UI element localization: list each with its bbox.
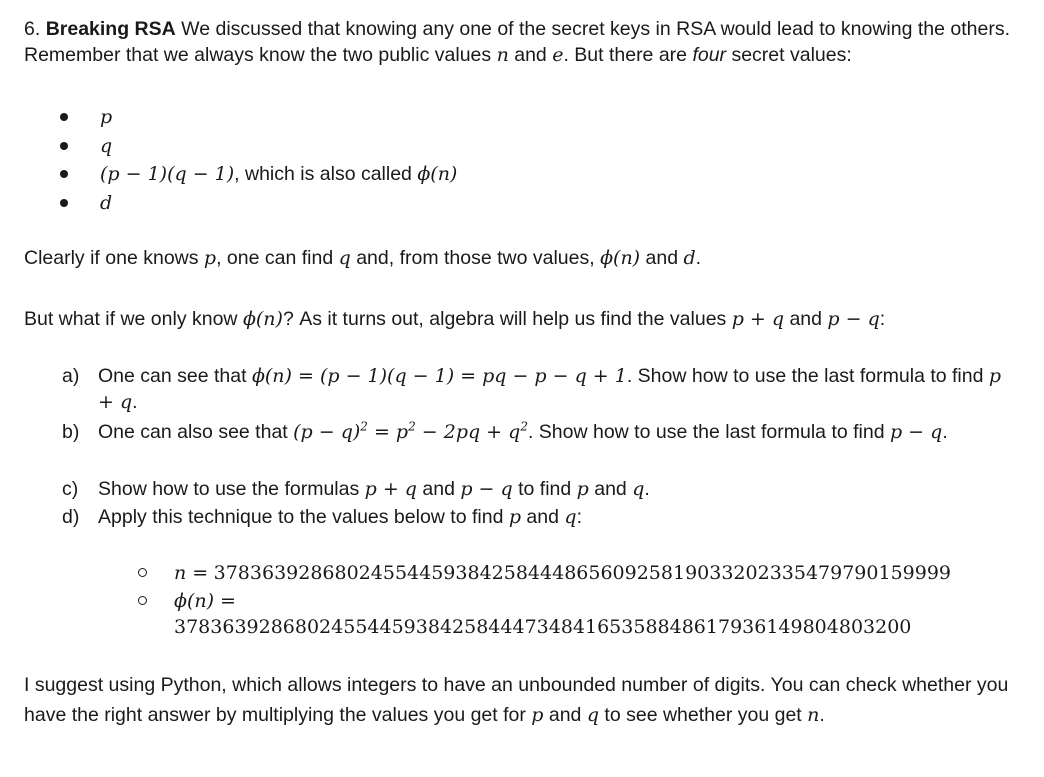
- text: . Show how to use the last formula to find: [626, 365, 989, 387]
- phi-label: ϕ(n) =: [174, 590, 236, 612]
- math-target: p + q: [98, 365, 1002, 413]
- math-q: q: [338, 247, 351, 269]
- phi-text: , which is also called: [234, 163, 418, 185]
- exponent: 2: [408, 419, 416, 434]
- text: and, from those two values,: [350, 247, 601, 269]
- question-label: b): [62, 421, 80, 443]
- paragraph-closing: [24, 670, 1014, 730]
- math-e: e: [552, 44, 564, 66]
- text: , one can find: [216, 247, 339, 269]
- intro-text: We discussed that knowing any one of the secret keys in RSA would lead to knowing the others. Remember that we always know the two public values: [24, 18, 1011, 66]
- secret-d: d: [100, 192, 113, 214]
- math-q: q: [564, 506, 577, 528]
- math-q: q: [586, 704, 599, 726]
- exponent: 2: [360, 419, 368, 434]
- math-equation: ϕ(n) = (p − 1)(q − 1) = pq − p − q + 1: [251, 365, 627, 387]
- math-target: p − q: [889, 421, 943, 443]
- math-p: p: [508, 506, 522, 528]
- math-p: p: [576, 478, 589, 500]
- math-p: p: [531, 704, 544, 726]
- problem-intro: [24, 16, 1014, 68]
- bullet-dot: [60, 170, 68, 178]
- value-body: [174, 560, 1004, 586]
- question-body: [98, 363, 1004, 415]
- text: One can also see that: [98, 421, 294, 443]
- phi-expression: (p − 1)(q − 1): [100, 163, 235, 185]
- circle-bullet: [138, 596, 147, 605]
- phi-value: 3783639286802455445938425844473484165358848617936149804803200: [174, 616, 912, 638]
- math-phi: ϕ(n): [242, 308, 283, 330]
- eq-part: (p − q): [293, 421, 361, 443]
- intro-text-3: secret values:: [726, 44, 852, 66]
- exponent: 2: [520, 419, 528, 434]
- text: and: [640, 247, 684, 269]
- emphasis-four: four: [692, 44, 727, 66]
- question-body: [98, 504, 1004, 530]
- value-n: [138, 560, 1004, 586]
- text: :: [576, 506, 582, 528]
- text: to find: [512, 478, 577, 500]
- intro-text-2: . But there are: [563, 44, 693, 66]
- question-a: [62, 363, 1004, 415]
- text: :: [879, 308, 886, 330]
- text: But what if we only know: [24, 308, 243, 330]
- question-c: [62, 476, 1004, 502]
- question-body: [98, 476, 1004, 502]
- text: and: [416, 478, 461, 500]
- math-n: n: [496, 44, 509, 66]
- math-d: d: [683, 247, 696, 269]
- paragraph-but-what-if: [24, 306, 1014, 332]
- phi-symbol: ϕ(n): [417, 163, 458, 185]
- text: and: [521, 506, 565, 528]
- problem-title: Breaking RSA: [45, 18, 176, 40]
- math-equation: [293, 421, 528, 443]
- text: I suggest using Python, which allows integers to have an unbounded number of digits. You can check whether you have the right answer by multiplying the values you get for: [24, 674, 1009, 726]
- math-n: n: [807, 704, 820, 726]
- text: Clearly if one knows: [24, 247, 204, 269]
- text: One can see that: [98, 365, 252, 387]
- math-p-minus-q: p − q: [827, 308, 880, 330]
- text: .: [819, 704, 825, 726]
- text: and: [543, 704, 587, 726]
- question-body: [98, 419, 1004, 445]
- text: and: [784, 308, 828, 330]
- value-phi: [138, 588, 1004, 640]
- problem-number: 6.: [24, 18, 41, 40]
- text: .: [644, 478, 650, 500]
- text: Apply this technique to the values below to find: [98, 506, 509, 528]
- text: . Show how to use the last formula to find: [527, 421, 890, 443]
- eq-part: − 2pq + q: [415, 421, 521, 443]
- question-d: [62, 504, 1004, 530]
- bullet-dot: [60, 142, 68, 150]
- intro-and: and: [508, 44, 553, 66]
- text: and: [588, 478, 633, 500]
- text: Show how to use the formulas: [98, 478, 365, 500]
- text: to see whether you get: [599, 704, 808, 726]
- value-body: [174, 588, 1004, 640]
- paragraph-clearly: [24, 245, 1014, 271]
- math-p-plus-q: p + q: [364, 478, 417, 500]
- question-label: c): [62, 478, 79, 500]
- question-b: [62, 419, 1004, 445]
- question-label: d): [62, 506, 80, 528]
- question-label: a): [62, 365, 80, 387]
- math-q: q: [632, 478, 645, 500]
- math-p: p: [203, 247, 217, 269]
- n-value: 3783639286802455445938425844486560925819033202335479790159999: [213, 562, 952, 584]
- secret-p: p: [100, 106, 113, 128]
- secret-phi-line: [100, 161, 457, 187]
- eq-part: = p: [367, 421, 409, 443]
- secret-q: q: [100, 135, 113, 157]
- text: .: [942, 421, 948, 443]
- text: .: [695, 247, 702, 269]
- n-label: n =: [174, 562, 209, 584]
- math-p-plus-q: p + q: [731, 308, 785, 330]
- text: .: [132, 391, 138, 413]
- math-phi: ϕ(n): [600, 247, 641, 269]
- text: ? As it turns out, algebra will help us find the values: [282, 308, 732, 330]
- circle-bullet: [138, 568, 147, 577]
- bullet-dot: [60, 113, 68, 121]
- bullet-dot: [60, 199, 68, 207]
- math-p-minus-q: p − q: [460, 478, 513, 500]
